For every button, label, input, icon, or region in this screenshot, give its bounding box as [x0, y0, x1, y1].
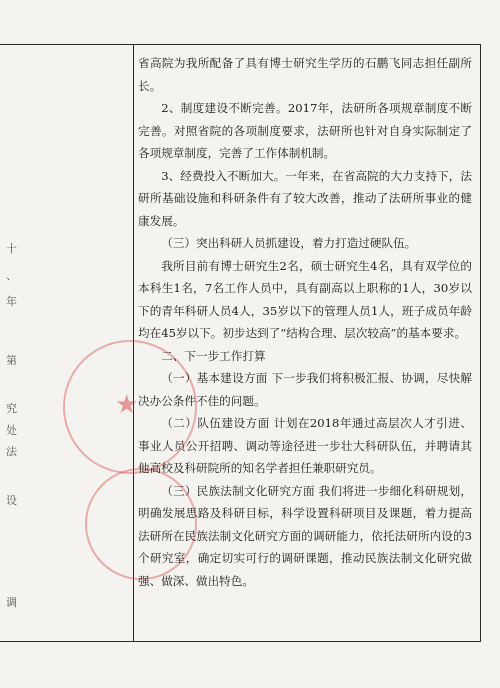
left-column-fragment: 第	[6, 354, 17, 367]
paragraph: 2、制度建设不断完善。2017年，法研所各项规章制度不断完善。对照省院的各项制度要求，法研所也针对自身实际制定了各项规章制度，完善了工作体制机制。	[138, 101, 472, 160]
left-column-fragment: 十	[6, 242, 17, 255]
left-column-fragment: 、	[6, 269, 17, 282]
paragraph: （一）基本建设方面 下一步我们将积极汇报、协调，尽快解决办公条件不佳的问题。	[138, 371, 472, 408]
paragraph: 3、经费投入不断加大。一年来，在省高院的大力支持下，法研所基础设施和科研条件有了较大改善，推动了法研所事业的健康发展。	[138, 168, 472, 228]
left-column-fragment: 年	[6, 295, 17, 308]
seal-star-icon: ★	[115, 390, 139, 420]
paragraph: （三）民族法制文化研究方面 我们将进一步细化科研规划，明确发展思路及科研目标，科学设置科研项目及课题，着力提高法研所在民族法制文化研究方面的调研能力，依托法研所内设的3个研究室，确定切实可行的调研课题，推动民族法制文化研究做强、做深、做出特色。	[138, 483, 472, 588]
left-column-fragment: 调	[6, 596, 17, 609]
section-heading: 二、下一步工作打算	[161, 348, 266, 363]
section-heading: （三）突出科研人员抓建设，着力打造过硬队伍。	[161, 236, 417, 250]
left-column-fragment: 法	[6, 445, 17, 458]
document-body	[138, 52, 472, 592]
left-column-fragment: 处	[6, 424, 17, 437]
paragraph: 省高院为我所配备了具有博士研究生学历的石鹏飞同志担任副所长。	[138, 56, 472, 93]
left-column-fragment: 设	[6, 494, 17, 507]
paragraph: 我所目前有博士研究生2名，硕士研究生4名，具有双学位的本科生1名，7名工作人员中，具有副高以上职称的1人，30岁以下的青年科研人员4人，35岁以下的管理人员1人，班子成员年龄均在45岁以下。初步达到了“结构合理、层次较高”的基本要求。	[138, 258, 472, 340]
left-column-fragment: 究	[6, 402, 17, 415]
table-right-border	[480, 44, 481, 642]
paragraph: （二）队伍建设方面 计划在2018年通过高层次人才引进、事业人员公开招聘、调动等途径进一步壮大科研队伍，并聘请其他高校及科研院所的知名学者担任兼职研究员。	[138, 416, 472, 475]
